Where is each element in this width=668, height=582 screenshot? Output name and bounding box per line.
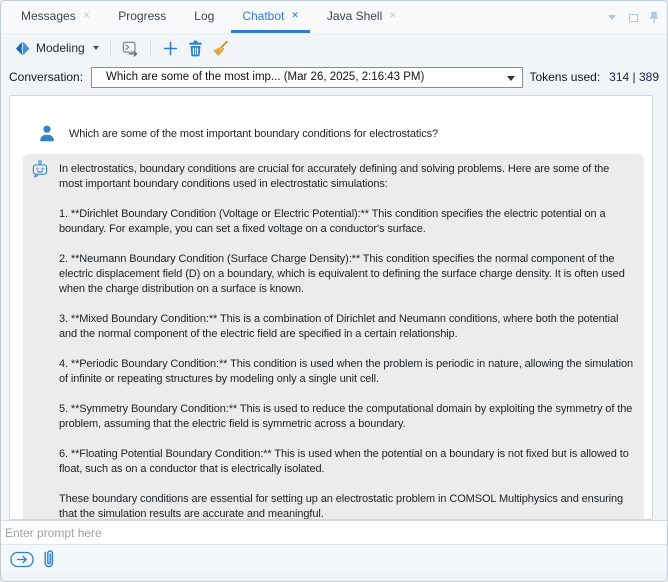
console-icon: [122, 40, 139, 57]
trash-icon: [187, 40, 204, 57]
tab-progress[interactable]: [107, 1, 177, 33]
chat-transcript: [9, 95, 653, 520]
prompt-input[interactable]: [1, 520, 667, 544]
send-prompt-button[interactable]: [10, 550, 35, 569]
modeling-mode-button[interactable]: [10, 38, 103, 59]
chatbot-toolbar: [1, 34, 667, 62]
plus-icon: [162, 40, 179, 57]
chevron-down-icon: [93, 46, 99, 50]
bot-icon-wrap: [30, 160, 50, 186]
conversation-select[interactable]: [91, 67, 523, 88]
bot-paragraph: 4. **Periodic Boundary Condition:** This condition is used when the problem is periodic in nature, allowing the simulation of infinite or repeating structures by modeling only a single unit cell.: [59, 358, 633, 385]
minimize-panel-icon[interactable]: [606, 12, 618, 24]
toolbar-divider: [110, 40, 111, 57]
tab-log[interactable]: [183, 1, 225, 33]
close-icon[interactable]: ✕: [82, 10, 91, 20]
tab-messages[interactable]: [10, 1, 101, 33]
user-message-row: [37, 124, 652, 144]
tab-label: Progress: [118, 8, 167, 23]
delete-conversation-button[interactable]: [183, 38, 208, 59]
modeling-diamond-icon: [14, 40, 31, 57]
bot-message-bubble: [23, 154, 644, 520]
user-icon: [37, 124, 57, 144]
bot-paragraph: 6. **Floating Potential Boundary Condition:** This is used when the potential on a boundary is not fixed but is allowed to float, such as on a conductor that is electrically isolated.: [59, 448, 629, 475]
robot-icon: [30, 160, 50, 181]
broom-icon: [212, 40, 229, 57]
bot-paragraph: In electrostatics, boundary conditions are crucial for accurately defining and solving problems. Here are some of the most important boundary conditions used in electrostatic simulations:: [59, 163, 610, 190]
bot-paragraph: 2. **Neumann Boundary Condition (Surface Charge Density):** This condition specifies the normal component of the electric displacement field (D) on a boundary, which is equivalent to defining the surface charge density. It is often used when the charge distribution on a surface is known.: [59, 253, 625, 295]
conversation-row: [1, 62, 667, 92]
send-to-console-button[interactable]: [118, 38, 143, 59]
bot-paragraph: 3. **Mixed Boundary Condition:** This is a combination of Dirichlet and Neumann conditions, where both the potential and the normal component of the electric field are specified in a certain relationship.: [59, 313, 619, 340]
prompt-actions: [1, 544, 667, 573]
maximize-panel-icon[interactable]: [627, 12, 639, 24]
bot-paragraph: These boundary conditions are essential for setting up an electrostatic problem in COMSOL Multiphysics and ensuring that the simulation results are accurate and meaningful.: [59, 493, 624, 520]
toolbar-divider: [150, 40, 151, 57]
close-icon[interactable]: ✕: [291, 10, 299, 20]
window-controls: [606, 1, 660, 34]
new-conversation-button[interactable]: [158, 38, 183, 59]
conversation-selected-value: Which are some of the most imp... (Mar 26, 2025, 2:16:43 PM): [106, 71, 425, 83]
pin-icon[interactable]: [648, 12, 660, 24]
clear-conversation-button[interactable]: [208, 38, 233, 59]
tab-bar: [1, 1, 667, 34]
bottom-padding: [1, 573, 667, 581]
tab-chatbot[interactable]: [231, 1, 310, 33]
conversation-label: Conversation:: [9, 70, 84, 84]
tab-label: Chatbot: [242, 8, 285, 23]
tokens-used: [529, 70, 659, 84]
tokens-used-label: Tokens used:: [529, 70, 601, 84]
close-icon[interactable]: ✕: [389, 10, 397, 20]
bot-paragraph: 1. **Dirichlet Boundary Condition (Voltage or Electric Potential):** This condition specifies the electric potential on a boundary. For example, you can set a fixed voltage on a conductor's surface.: [59, 208, 606, 235]
user-message-text: Which are some of the most important boundary conditions for electrostatics?: [69, 128, 439, 140]
tab-java-shell[interactable]: [316, 1, 408, 33]
tab-label: Messages: [21, 8, 76, 23]
paperclip-icon: [42, 548, 56, 570]
attach-file-button[interactable]: [42, 548, 56, 570]
chevron-down-icon: [507, 76, 515, 81]
send-icon: [10, 550, 35, 569]
bot-paragraph: 5. **Symmetry Boundary Condition:** This is used to reduce the computational domain by exploiting the symmetry of the problem, assuming that the electric field is symmetric across a boundary.: [59, 403, 633, 430]
modeling-label: Modeling: [36, 41, 85, 55]
tokens-used-value: 314 | 389: [609, 70, 659, 84]
tab-label: Java Shell: [326, 8, 383, 23]
pin-icon-glyph: [648, 9, 660, 26]
tab-label: Log: [194, 8, 215, 23]
